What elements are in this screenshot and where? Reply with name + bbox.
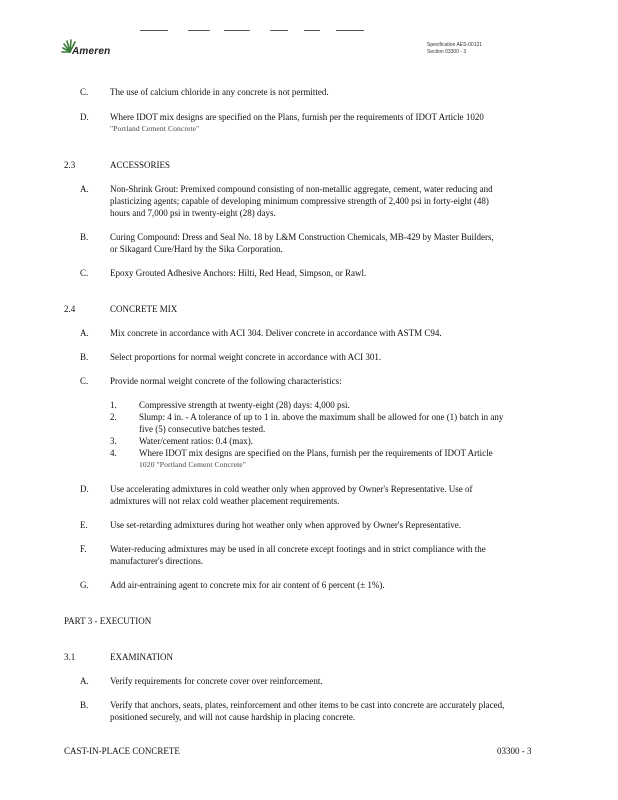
subitem-text: Slump: 4 in. - A tolerance of up to 1 in. above the maximum shall be allowed for one (1) batch in any (139, 412, 504, 422)
section-title: CONCRETE MIX (110, 304, 178, 314)
item-text: "Portland Cement Concrete" (110, 124, 200, 133)
section-number: 2.4 (64, 304, 76, 314)
item-text: admixtures will not relax cold weather placement requirements. (110, 496, 340, 506)
subitem-text: Compressive strength at twenty-eight (28) days: 4,000 psi. (139, 400, 350, 410)
item-letter: B. (80, 232, 89, 242)
item-letter: B. (80, 700, 89, 710)
item-letter: C. (80, 268, 89, 278)
section-title: EXAMINATION (110, 652, 173, 662)
item-text: Use set-retarding admixtures during hot weather only when approved by Owner's Representative. (110, 520, 462, 530)
item-text: plasticizing agents; capable of developing minimum compressive strength of 2,400 psi in forty-eight (48) (110, 196, 489, 206)
item-text: hours and 7,000 psi in twenty-eight (28) days. (110, 208, 276, 218)
item-text: Verify that anchors, seats, plates, reinforcement and other items to be cast into concrete are accurately placed, (110, 700, 505, 710)
item-text: Non-Shrink Grout: Premixed compound consisting of non-metallic aggregate, cement, water reducing and (110, 184, 493, 194)
item-text: Verify requirements for concrete cover over reinforcement. (110, 676, 323, 686)
item-text: positioned securely, and will not cause hardship in placing concrete. (110, 712, 356, 722)
spec-number: Specification AES-00121 (427, 42, 483, 48)
item-letter: C. (80, 87, 89, 97)
spec-reference (427, 42, 482, 56)
section-number: 2.3 (64, 160, 76, 170)
item-text: or Sikagard Cure/Hard by the Sika Corporation. (110, 244, 283, 254)
item-text: Select proportions for normal weight concrete in accordance with ACI 301. (110, 352, 382, 362)
logo-wordmark: Ameren (72, 46, 111, 57)
item-text: Add air-entraining agent to concrete mix for air content of 6 percent (± 1%). (110, 580, 385, 590)
item-letter: B. (80, 352, 89, 362)
item-letter: C. (80, 376, 89, 386)
item-text: manufacturer's directions. (110, 556, 204, 566)
item-letter: A. (80, 328, 89, 338)
section-number: Section 03300 - 3 (427, 49, 467, 55)
section-number: 3.1 (64, 652, 76, 662)
subitem-text: Water/cement ratios: 0.4 (max). (139, 436, 253, 446)
subitem-text: Where IDOT mix designs are specified on the Plans, furnish per the requirements of IDOT Article (139, 448, 493, 458)
footer-page-number: 03300 - 3 (497, 746, 532, 756)
footer-title: CAST-IN-PLACE CONCRETE (64, 746, 180, 756)
subitem-number: 1. (110, 400, 117, 410)
item-text: Where IDOT mix designs are specified on the Plans, furnish per the requirements of IDOT Article 1020 (110, 112, 484, 122)
item-text: Water-reducing admixtures may be used in all concrete except footings and in strict compliance with the (110, 544, 486, 554)
item-text: The use of calcium chloride in any concrete is not permitted. (110, 87, 329, 97)
header-rule-marks (140, 30, 380, 32)
item-letter: G. (80, 580, 89, 590)
subitem-text: five (5) consecutive batches tested. (139, 424, 266, 434)
item-letter: E. (80, 520, 88, 530)
item-letter: A. (80, 676, 89, 686)
subitem-number: 4. (110, 448, 117, 458)
item-letter: D. (80, 484, 89, 494)
item-text: Mix concrete in accordance with ACI 304. Deliver concrete in accordance with ASTM C94. (110, 328, 442, 338)
subitem-number: 2. (110, 412, 117, 422)
item-letter: D. (80, 112, 89, 122)
item-text: Curing Compound: Dress and Seal No. 18 by L&M Construction Chemicals, MB-429 by Master Builders, (110, 232, 494, 242)
item-text: Provide normal weight concrete of the following characteristics: (110, 376, 342, 386)
subitem-number: 3. (110, 436, 117, 446)
part-title: PART 3 - EXECUTION (64, 616, 152, 626)
item-letter: A. (80, 184, 89, 194)
item-letter: F. (80, 544, 87, 554)
subitem-text: 1020 "Portland Cement Concrete" (139, 460, 246, 469)
item-text: Use accelerating admixtures in cold weather only when approved by Owner's Representative. Use of (110, 484, 473, 494)
item-text: Epoxy Grouted Adhesive Anchors: Hilti, Red Head, Simpson, or Rawl. (110, 268, 367, 278)
section-title: ACCESSORIES (110, 160, 171, 170)
